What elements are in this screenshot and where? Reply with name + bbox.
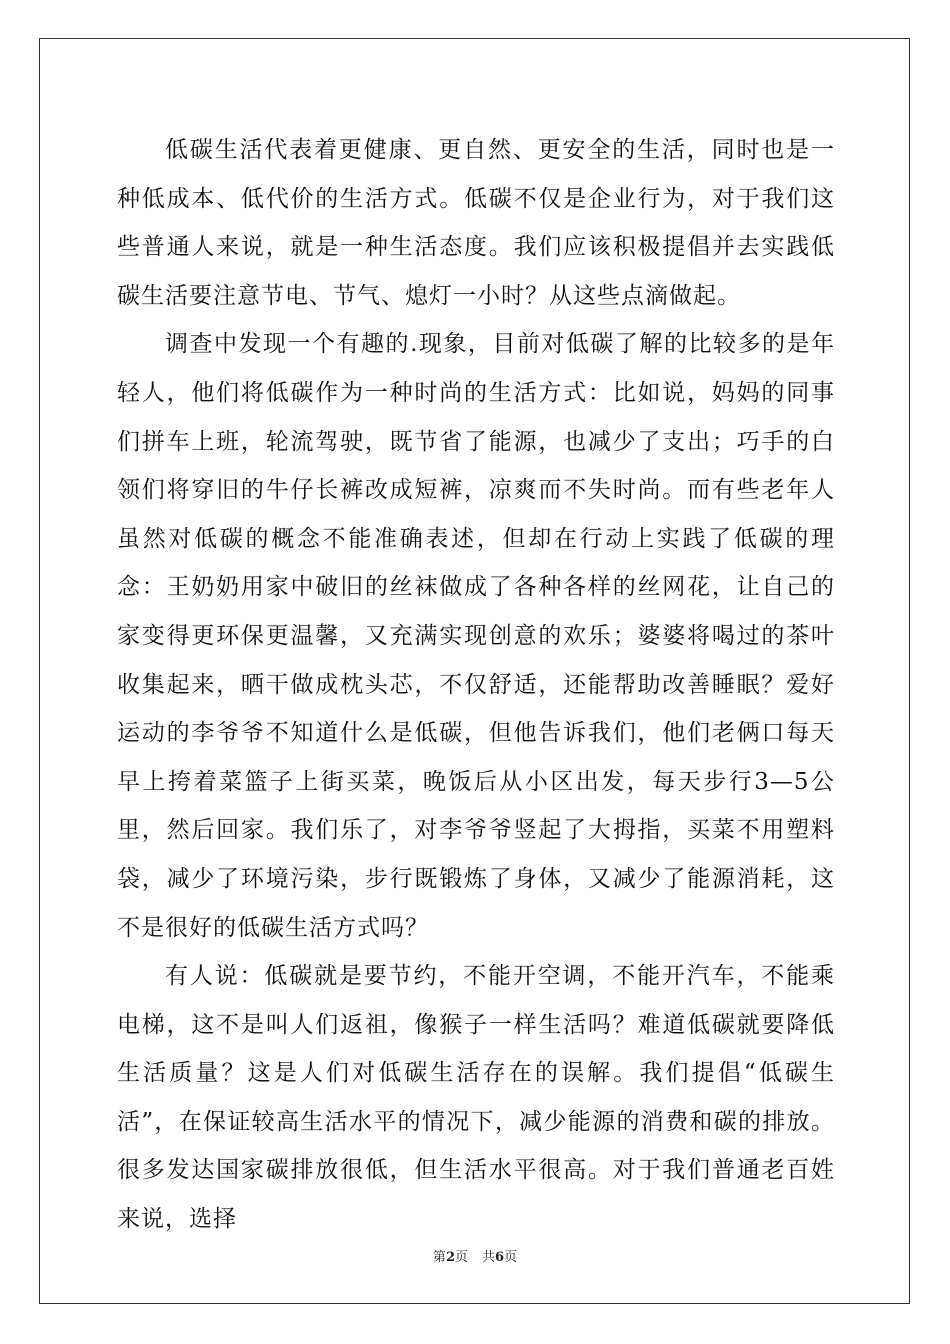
paragraph-2: 调查中发现一个有趣的.现象，目前对低碳了解的比较多的是年轻人，他们将低碳作为一种时尚的生活方式：比如说，妈妈的同事们拼车上班，轮流驾驶，既节省了能源，也减少了支出；巧手的白领们将穿旧的牛仔长裤改成短裤，凉爽而不失时尚。而有些老年人虽然对低碳的概念不能准确表述，但却在行动上实践了低碳的理念：王奶奶用家中破旧的丝袜做成了各种各样的丝网花，让自己的家变得更环保更温馨，又充满实现创意的欢乐；婆婆将喝过的茶叶收集起来，晒干做成枕头芯，不仅舒适，还能帮助改善睡眠？爱好运动的李爷爷不知道什么是低碳，但他告诉我们，他们老俩口每天早上挎着菜篮子上街买菜，晚饭后从小区出发，每天步行3—5公里，然后回家。我们乐了，对李爷爷竖起了大拇指，买菜不用塑料袋，减少了环境污染，步行既锻炼了身体，又减少了能源消耗，这不是很好的低碳生活方式吗？ [117,331,835,941]
page-prefix: 第 [432,1250,446,1265]
document-body [117,126,835,1244]
page-total: 6 [495,1250,505,1265]
total-suffix: 页 [504,1250,518,1265]
page-current: 2 [445,1250,455,1265]
total-prefix: 共 [482,1250,496,1265]
paragraph-1: 低碳生活代表着更健康、更自然、更安全的生活，同时也是一种低成本、低代价的生活方式。低碳不仅是企业行为，对于我们这些普通人来说，就是一种生活态度。我们应该积极提倡并去实践低碳生活要注意节电、节气、熄灯一小时？从这些点滴做起。 [117,137,835,309]
page-footer [0,1246,950,1265]
paragraph-3: 有人说：低碳就是要节约，不能开空调，不能开汽车，不能乘电梯，这不是叫人们返祖，像猴子一样生活吗？难道低碳就要降低生活质量？这是人们对低碳生活存在的误解。我们提倡“低碳生活”，在保证较高生活水平的情况下，减少能源的消费和碳的排放。很多发达国家碳排放很低，但生活水平很高。对于我们普通老百姓来说，选择 [117,963,835,1233]
page-suffix: 页 [454,1250,468,1265]
